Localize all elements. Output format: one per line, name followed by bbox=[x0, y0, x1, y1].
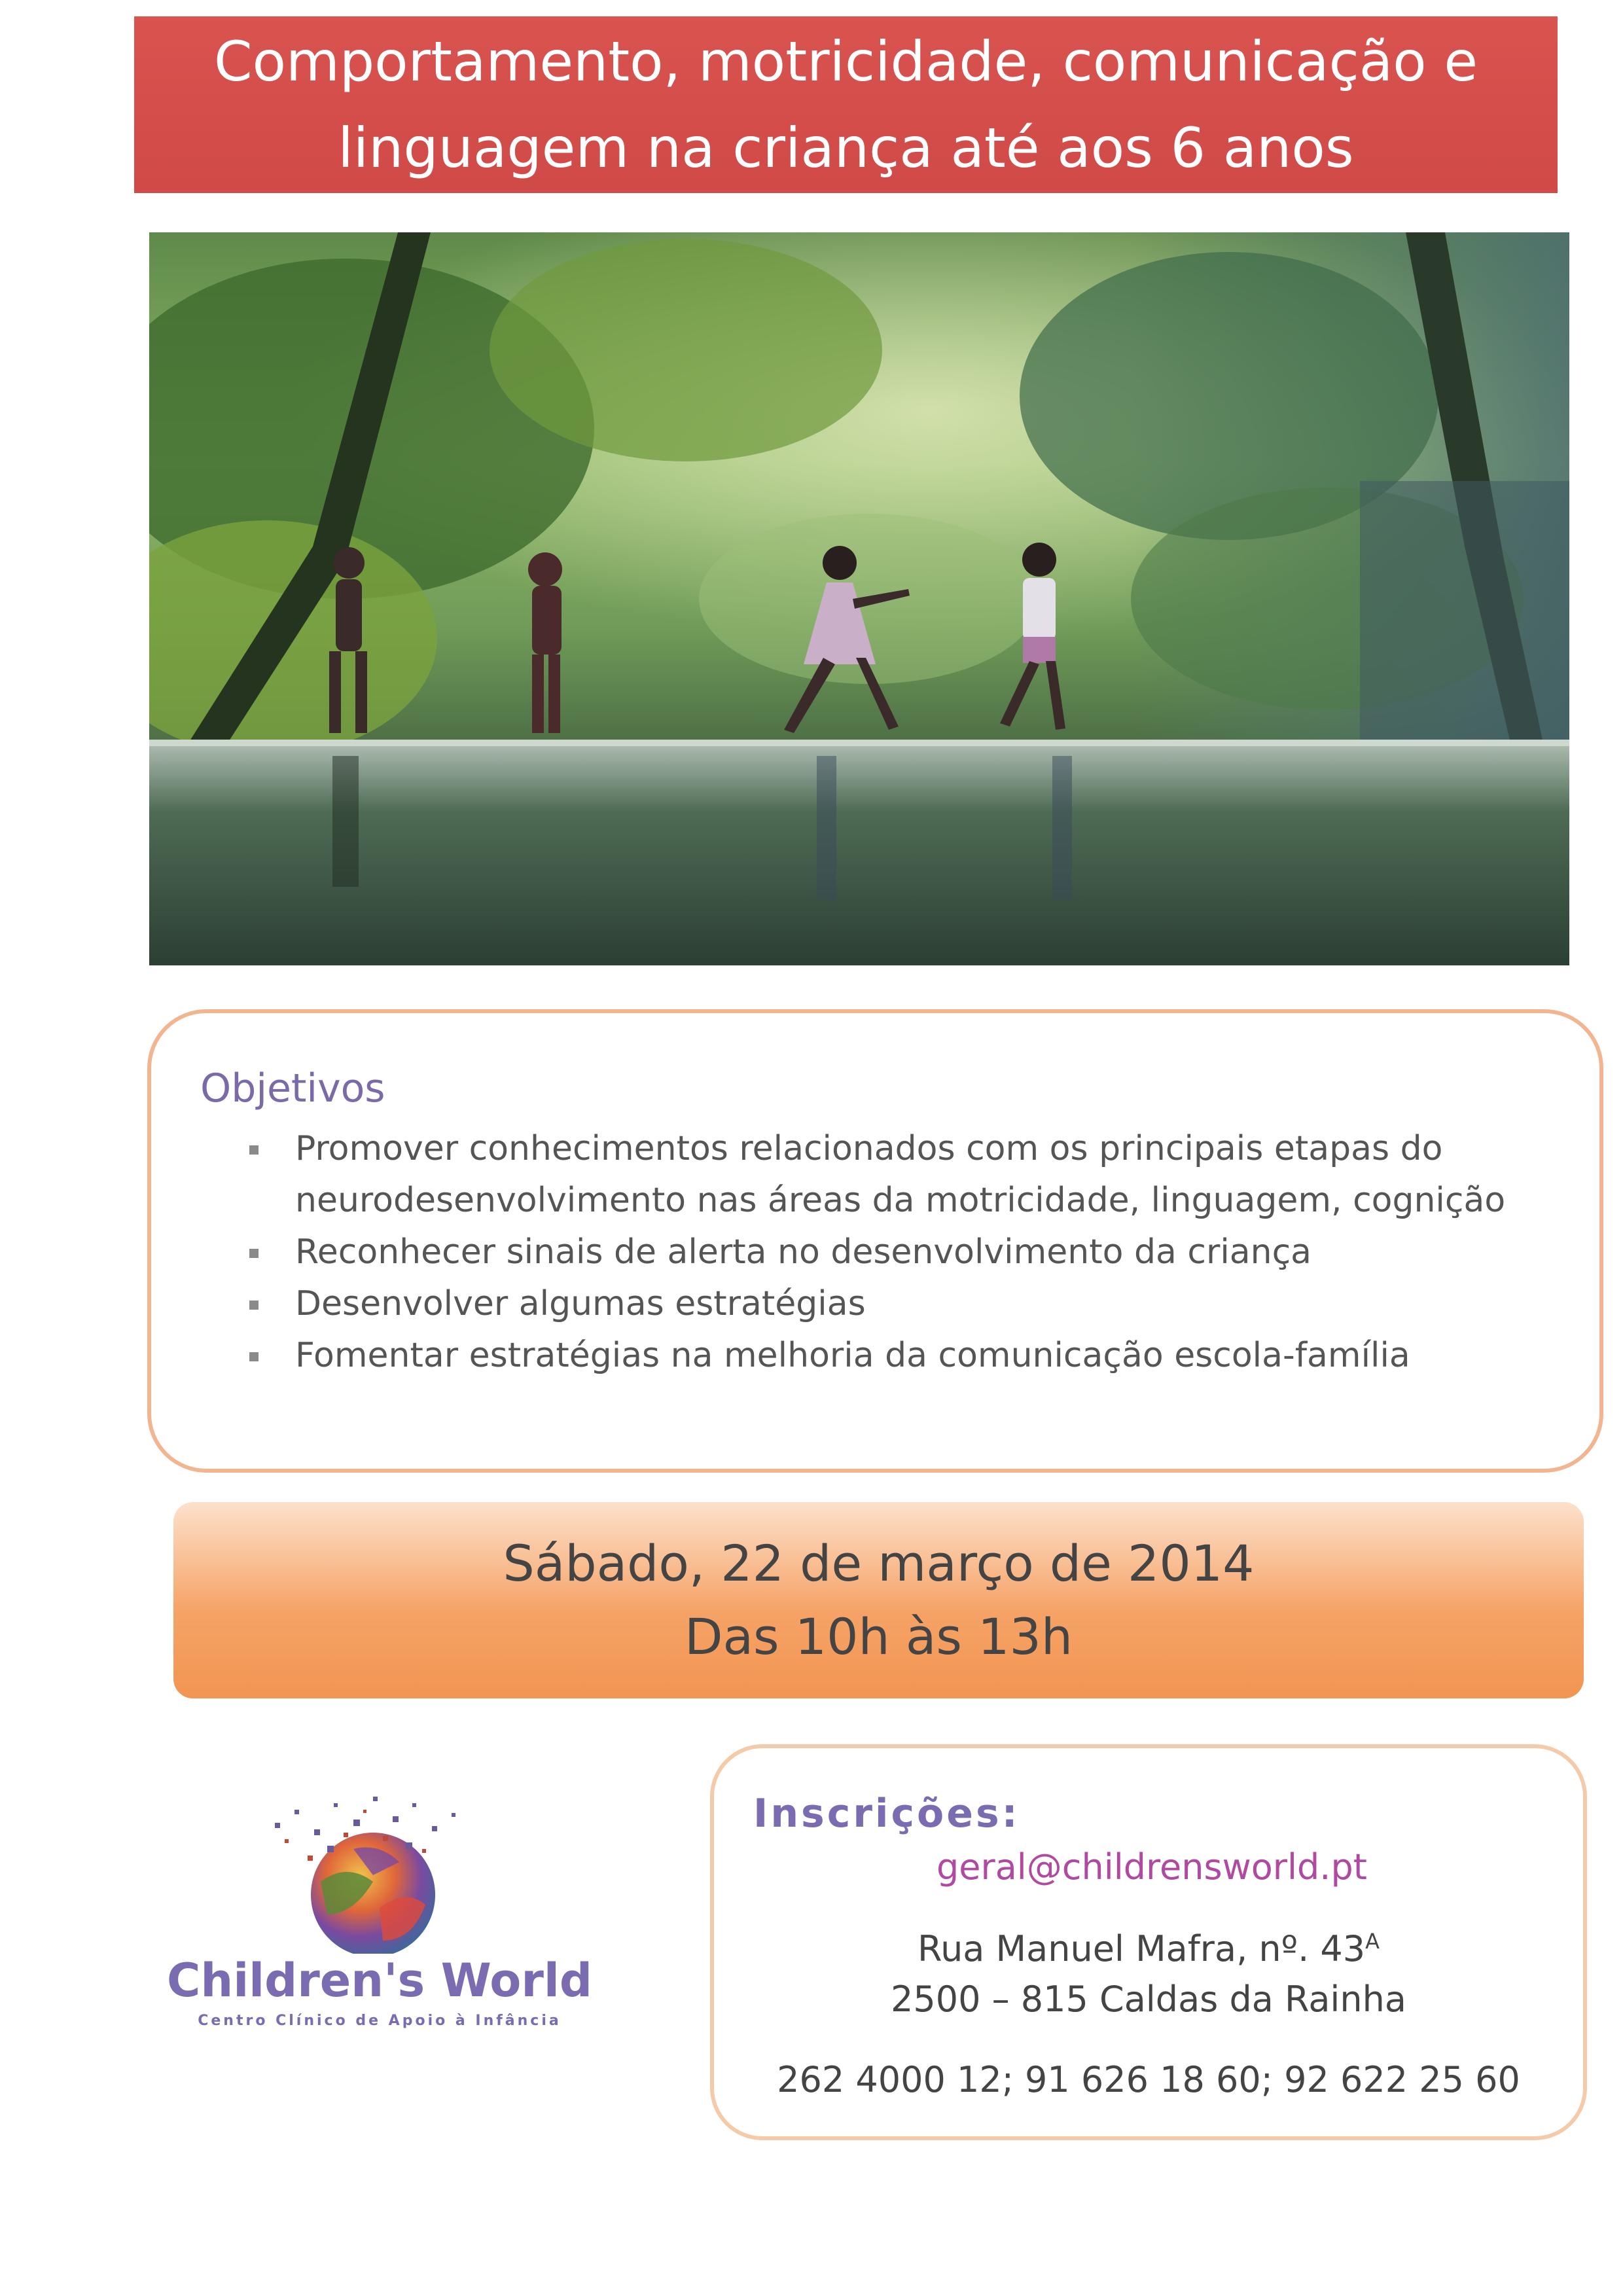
title-banner bbox=[134, 16, 1558, 193]
email-link[interactable]: geral@childrensworld.pt bbox=[936, 1846, 1367, 1888]
objectives-panel bbox=[147, 1009, 1603, 1473]
event-time: Das 10h às 13h bbox=[684, 1607, 1073, 1666]
objectives-heading: Objetivos bbox=[200, 1066, 385, 1111]
phone-numbers: 262 4000 12; 91 626 18 60; 92 622 25 60 bbox=[777, 2059, 1520, 2100]
objectives-list bbox=[249, 1123, 1578, 1382]
objective-item: Promover conhecimentos relacionados com os principais etapas do neurodesenvolvimento nas áreas da motricidade, linguagem, cognição bbox=[249, 1123, 1578, 1227]
objective-item: Desenvolver algumas estratégias bbox=[249, 1278, 1578, 1330]
logo-name: Children's World bbox=[166, 1954, 593, 2007]
address-street: Rua Manuel Mafra, nº. 43 bbox=[917, 1928, 1366, 1969]
logo-subtitle: Centro Clínico de Apoio à Infância bbox=[198, 2013, 562, 2029]
event-date: Sábado, 22 de março de 2014 bbox=[503, 1534, 1255, 1592]
event-date-box bbox=[173, 1502, 1584, 1698]
address-suffix: A bbox=[1365, 1929, 1380, 1954]
forest-stream-photo bbox=[149, 232, 1569, 965]
address-line-2: 2500 – 815 Caldas da Rainha bbox=[891, 1979, 1406, 2020]
objective-item: Fomentar estratégias na melhoria da comunicação escola-família bbox=[249, 1330, 1578, 1382]
title-line-2: linguagem na criança até aos 6 anos bbox=[338, 116, 1354, 180]
childrens-world-logo bbox=[157, 1784, 602, 2032]
address-line-1 bbox=[714, 1928, 1583, 1969]
registration-panel bbox=[710, 1744, 1587, 2140]
title-line-1: Comportamento, motricidade, comunicação e bbox=[213, 29, 1478, 94]
registration-heading: Inscrições: bbox=[753, 1791, 1020, 1837]
objective-item: Reconhecer sinais de alerta no desenvolvimento da criança bbox=[249, 1227, 1578, 1278]
globe-icon bbox=[157, 1784, 602, 1954]
